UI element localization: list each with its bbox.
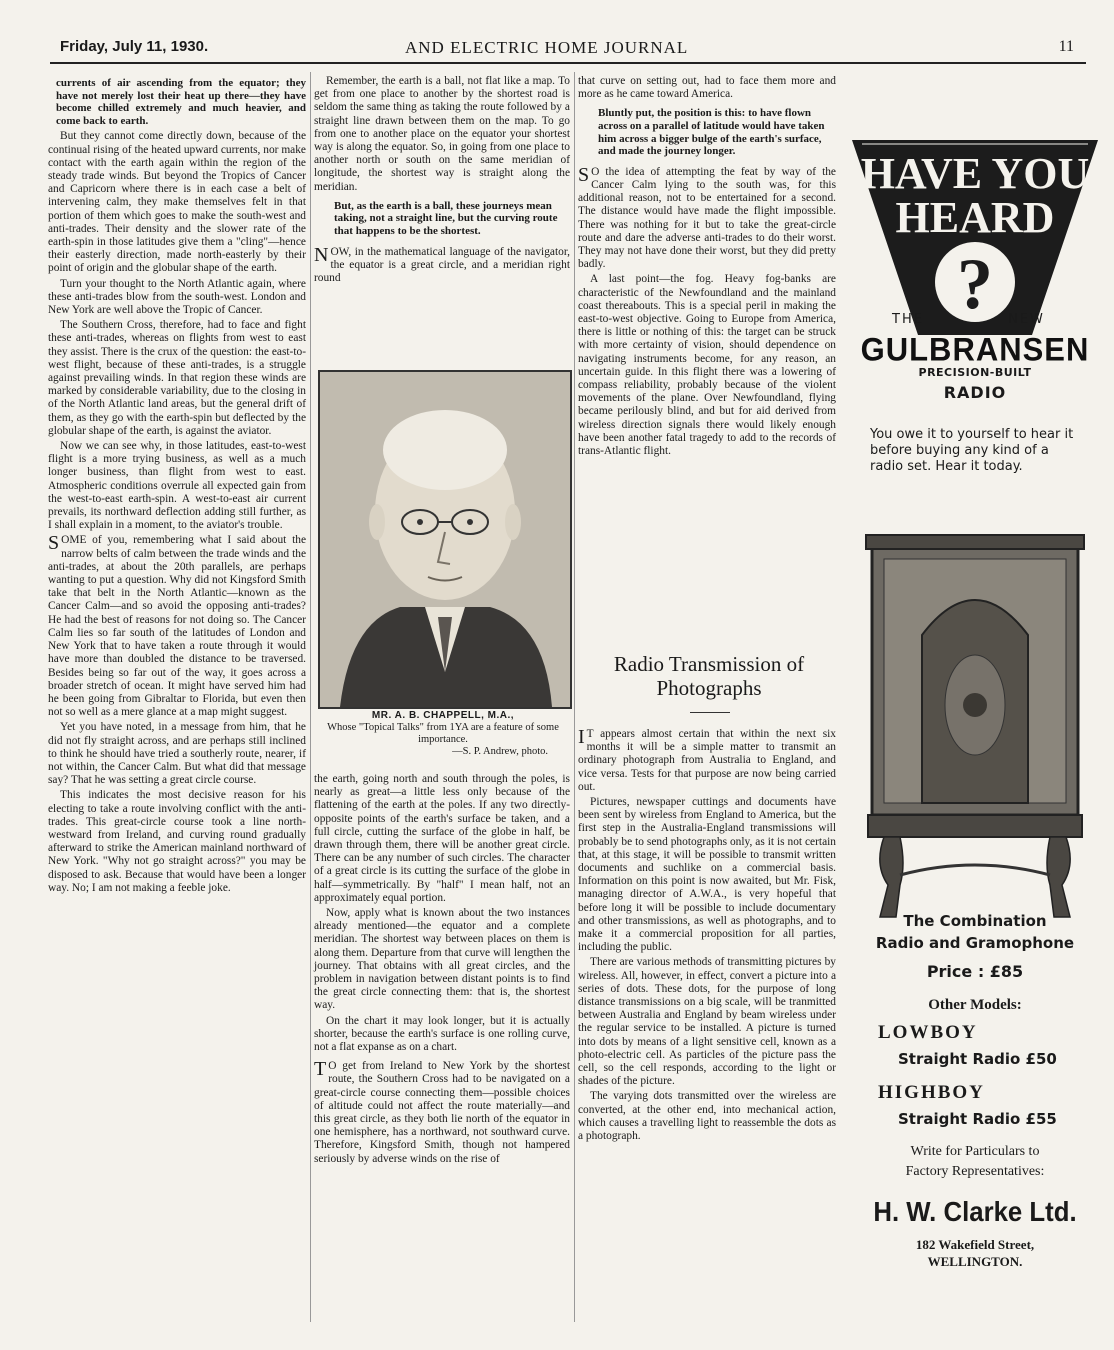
article-column-2 [314, 75, 570, 287]
article-column-2-continued [314, 773, 570, 1168]
caption-text: Whose "Topical Talks" from 1YA are a feature of some importance. [327, 722, 559, 745]
ad-new: NEW [1008, 312, 1045, 327]
paragraph: NOW, in the mathematical language of the navigator, the equator is a great circle, and a meridian right round [314, 243, 570, 285]
pull-quote: Bluntly put, the position is this: to have flown across on a parallel of latitude would have taken him across a bigger bulge of the earth's surface, and made the journey longer. [598, 107, 825, 158]
lowboy-price: Straight Radio £50 [898, 1050, 1057, 1068]
paragraph: Now we can see why, in those latitudes, east-to-west flight is a more trying business, as well as a much longer business, than flight from west to east. Atmospheric conditions overrule all expected gain from the west-to-east earth-spin. A west-to-east air current prevails, its northward deflection adding still further, as I shall explain in a moment, to the aviator's trouble. [48, 440, 306, 532]
ad-the: THE [892, 312, 924, 327]
gulbransen-advertisement [848, 100, 1102, 1300]
paragraph: Now, apply what is known about the two instances already mentioned—the equator and a complete meridian. The shortest way between places on them is along them. Departure from that curve will lengthen the journey. That obtains with all great circles, and the problem in navigation between distant points is to find the great circle connecting them: that is, the shortest way. [314, 907, 570, 1012]
paragraph: Pictures, newspaper cuttings and documents have been sent by wireless from England to America, but the first step in the Australia-England transmissions will probably be to send photographs only, as it is not certain that, at this stage, it will be possible to transmit written documents and suchlike on a commercial basis. Information on this point is now awaited, but Mr. Fisk, managing director of A.W.A., is very hopeful that before long it will be possible to include documentary and other transmissions, as well as photographs, and to make it a commercial proposition for all parties, including the public. [578, 796, 836, 954]
article-headline: Radio Transmission of Photographs [613, 652, 805, 700]
pull-quote: But, as the earth is a ball, these journeys mean taking, not a straight line, but the curving route that happens to be the shortest. [334, 199, 558, 238]
paragraph: A last point—the fog. Heavy fog-banks are characteristic of the Newfoundland and the mainland coast thereabouts. This is a special peril in making the east-to-west objective. Going to Europe from America, there is little or nothing of this: the target can be struck with more certainty of vision, should dependence on navigating instruments become, for any reason, an uncertain guide. In this flight there was a lowering of compass reliability, probably because of the violent movements of the plane. Over Newfoundland, flying became perilously blind, and but for aid derived from wireless direction signals there would likely enough have been another fatal tragedy to add to the records of trans-Atlantic flight. [578, 273, 836, 458]
radio-article [578, 728, 836, 1145]
issue-date: Friday, July 11, 1930. [60, 38, 209, 55]
combo-line-1: The Combination [903, 912, 1047, 930]
other-models-label: Other Models: [928, 997, 1022, 1013]
product-type: RADIO [943, 383, 1007, 402]
combo-price: Price : £85 [926, 962, 1024, 981]
paragraph: Turn your thought to the North Atlantic again, where these anti-trades blow from the south-west. London and New York are well above the Tropic of Cancer. [48, 277, 306, 317]
paragraph: This indicates the most decisive reason for his electing to take a route involving conflict with the anti-trades. This great-circle course took a line north-westward from Ireland, and curving round gradually afterward to strike the American mainland northward of New York. "Why not go straight across?" you may be disposed to ask. Because that would have been a longer way. No; I am not making a feeble joke. [48, 789, 306, 894]
brand-tagline: PRECISION-BUILT [918, 366, 1032, 379]
brand-name: GULBRANSEN [860, 331, 1090, 368]
page-number: 11 [1058, 38, 1074, 55]
paragraph: The Southern Cross, therefore, had to face and fight these anti-trades, whereas on flights from west to east they assist. There is the crux of the question: the east-to-west flight, because of these anti-trades, is a struggle against prevailing winds. In that region these winds are marked by considerable variability, due to the closing in of the North Atlantic land areas, but the general drift of them, as they go with the earth-spin but deflected by the globular shape of the earth, is against the aviator. [48, 319, 306, 437]
radio-cabinet-illustration [862, 525, 1088, 925]
caption-name: MR. A. B. CHAPPELL, M.A., [371, 710, 515, 721]
pull-quote: currents of air ascending from the equator; they have not merely lost their heat up there—they have become chilled extremely and much heavier, and come back to earth. [56, 77, 306, 127]
combo-title [848, 910, 1102, 954]
highboy-model: HIGHBOY [878, 1082, 985, 1103]
ad-body-text: You owe it to yourself to hear it before buying any kind of a radio set. Hear it today. [870, 427, 1074, 474]
question-mark-icon: ? [957, 244, 993, 324]
column-divider [574, 72, 575, 1322]
portrait-photo [318, 370, 572, 709]
company-name: H. W. Clarke Ltd. [873, 1196, 1077, 1227]
headline-rule [690, 712, 730, 713]
paragraph: SOME of you, remembering what I said about the narrow belts of calm between the trade winds and the anti-trades, at about the 20th parallels, are perhaps wanting to put a question. Why did not Kingsford Smith take that belt in the North Atlantic—known as the Cancer Calm—and so avoid the opposing anti-trades? He had the best of reasons for not doing so. The Cancer Calm lies so far south of the latitudes of London and New York that to have taken a route through it would have more than doubled the distance to be traversed. Besides being so far out of the way, it goes across a broader stretch of ocean. It might have served him had he been going from Gibraltar to Florida, but even then not so well as a mere glance at a map might suggest. [48, 532, 306, 719]
page-header [60, 38, 1074, 62]
paragraph: TO get from Ireland to New York by the shortest route, the Southern Cross had to be navigated on a great-circle course connecting them—possible choices of altitude could not affect the route materially—and this great circle, as they both lie north of the equator in one hemisphere, has a northward, not southward curve. Therefore, Kingsford Smith, though not hampered seriously by adverse winds on the rise of [314, 1058, 570, 1165]
ad-headline-line-2: HEARD [895, 193, 1055, 242]
paragraph: There are various methods of transmitting pictures by wireless. All, however, in effect, convert a picture into a series of dots. These dots, for the purpose of long distance transmissions on a big scale, will be tranmitted between Australia and England by beam wireless under the regular service to be installed. A picture is turned into dots by means of a light sensitive cell, known as a photo-electric cell. As particles of the picture pass the cell, so the cell responds, according to the light or shades of the picture. [578, 956, 836, 1088]
ad-headline-line-1: HAVE YOU [860, 149, 1090, 198]
paragraph: The varying dots transmitted over the wireless are converted, at the other end, into mechanical action, which causes a travelling light to reassemble the dots as a photograph. [578, 1090, 836, 1143]
contact-line-1: Write for Particulars to [910, 1144, 1040, 1159]
portrait-illustration [320, 372, 570, 707]
article-column-1 [48, 75, 306, 897]
column-divider [310, 72, 311, 1322]
contact-text [848, 1142, 1102, 1182]
address-line-2: WELLINGTON. [927, 1254, 1023, 1269]
caption-credit: —S. P. Andrew, photo. [452, 746, 548, 757]
paragraph: IT appears almost certain that within the next six months it will be a simple matter to transmit an ordinary photograph from Australia to England, and vice versa. Tests for that purpose are now being carried out. [578, 726, 836, 793]
company-address [848, 1236, 1102, 1270]
address-line-1: 182 Wakefield Street, [915, 1237, 1035, 1252]
lowboy-model: LOWBOY [878, 1022, 978, 1043]
article-column-3 [578, 75, 836, 460]
paragraph: On the chart it may look longer, but it is actually shorter, because the earth's surface is one rolling curve, not a flat expanse as on a chart. [314, 1014, 570, 1054]
journal-title: AND ELECTRIC HOME JOURNAL [405, 38, 689, 57]
paragraph: Remember, the earth is a ball, not flat like a map. To get from one place to another by the shortest road is seldom the same thing as taking the route followed by a straight line drawn between them on the map. To go from one to another place on the equator your shortest way is along the equator. So, in going from one place to another north or south on the same meridian of longitude, the shortest way is straight along the meridian. [314, 75, 570, 193]
paragraph: But they cannot come directly down, because of the continual rising of the heated upward currents, nor make contact with the earth again within the region of the steady trade winds. But beyond the Tropics of Cancer and Capricorn where there is in each case a belt of intervening calm, they make themselves felt in that portion of them which goes to make the south-west and anti-trades. Their density and the slower rate of the earth-spin in those latitudes give them a "cling"—hence their easterly direction, made north-easterly by their point of origin and the globular shape of the earth. [48, 130, 306, 275]
contact-line-2: Factory Representatives: [905, 1164, 1045, 1179]
combo-line-2: Radio and Gramophone [875, 934, 1075, 952]
paragraph: SO the idea of attempting the feat by way of the Cancer Calm lying to the south was, for this additional reason, not to be entertained for a second. The distance would have made the flight impossible. There was nothing for it but to take the great-circle route and dare the adverse anti-trades to do their worst. They may not have done their worst, but they did pretty badly. [578, 163, 836, 271]
paragraph: that curve on setting out, had to face them more and more as he came toward America. [578, 75, 836, 101]
header-rule [50, 62, 1086, 64]
photo-caption [318, 710, 568, 758]
highboy-price: Straight Radio £55 [898, 1110, 1057, 1128]
paragraph: Yet you have noted, in a message from him, that he did not fly straight across, and are perhaps still inclined to think he should have tried a southerly route, nearer, if not within, the Cancer Calm. But what did that message say? That he was setting a great circle course. [48, 721, 306, 787]
paragraph: the earth, going north and south through the poles, is nearly as great—a little less only because of the flattening of the earth at the poles. If any two directly-opposite points of the earth's surface be taken, and a full circle, cutting the surface of the globe in half, be drawn through them, there will be another great circle. There can be any number of such circles. The character of a great circle is its cutting the surface of the globe in half—symmetrically. By "half" I mean half, not an approximately equal portion. [314, 773, 570, 904]
